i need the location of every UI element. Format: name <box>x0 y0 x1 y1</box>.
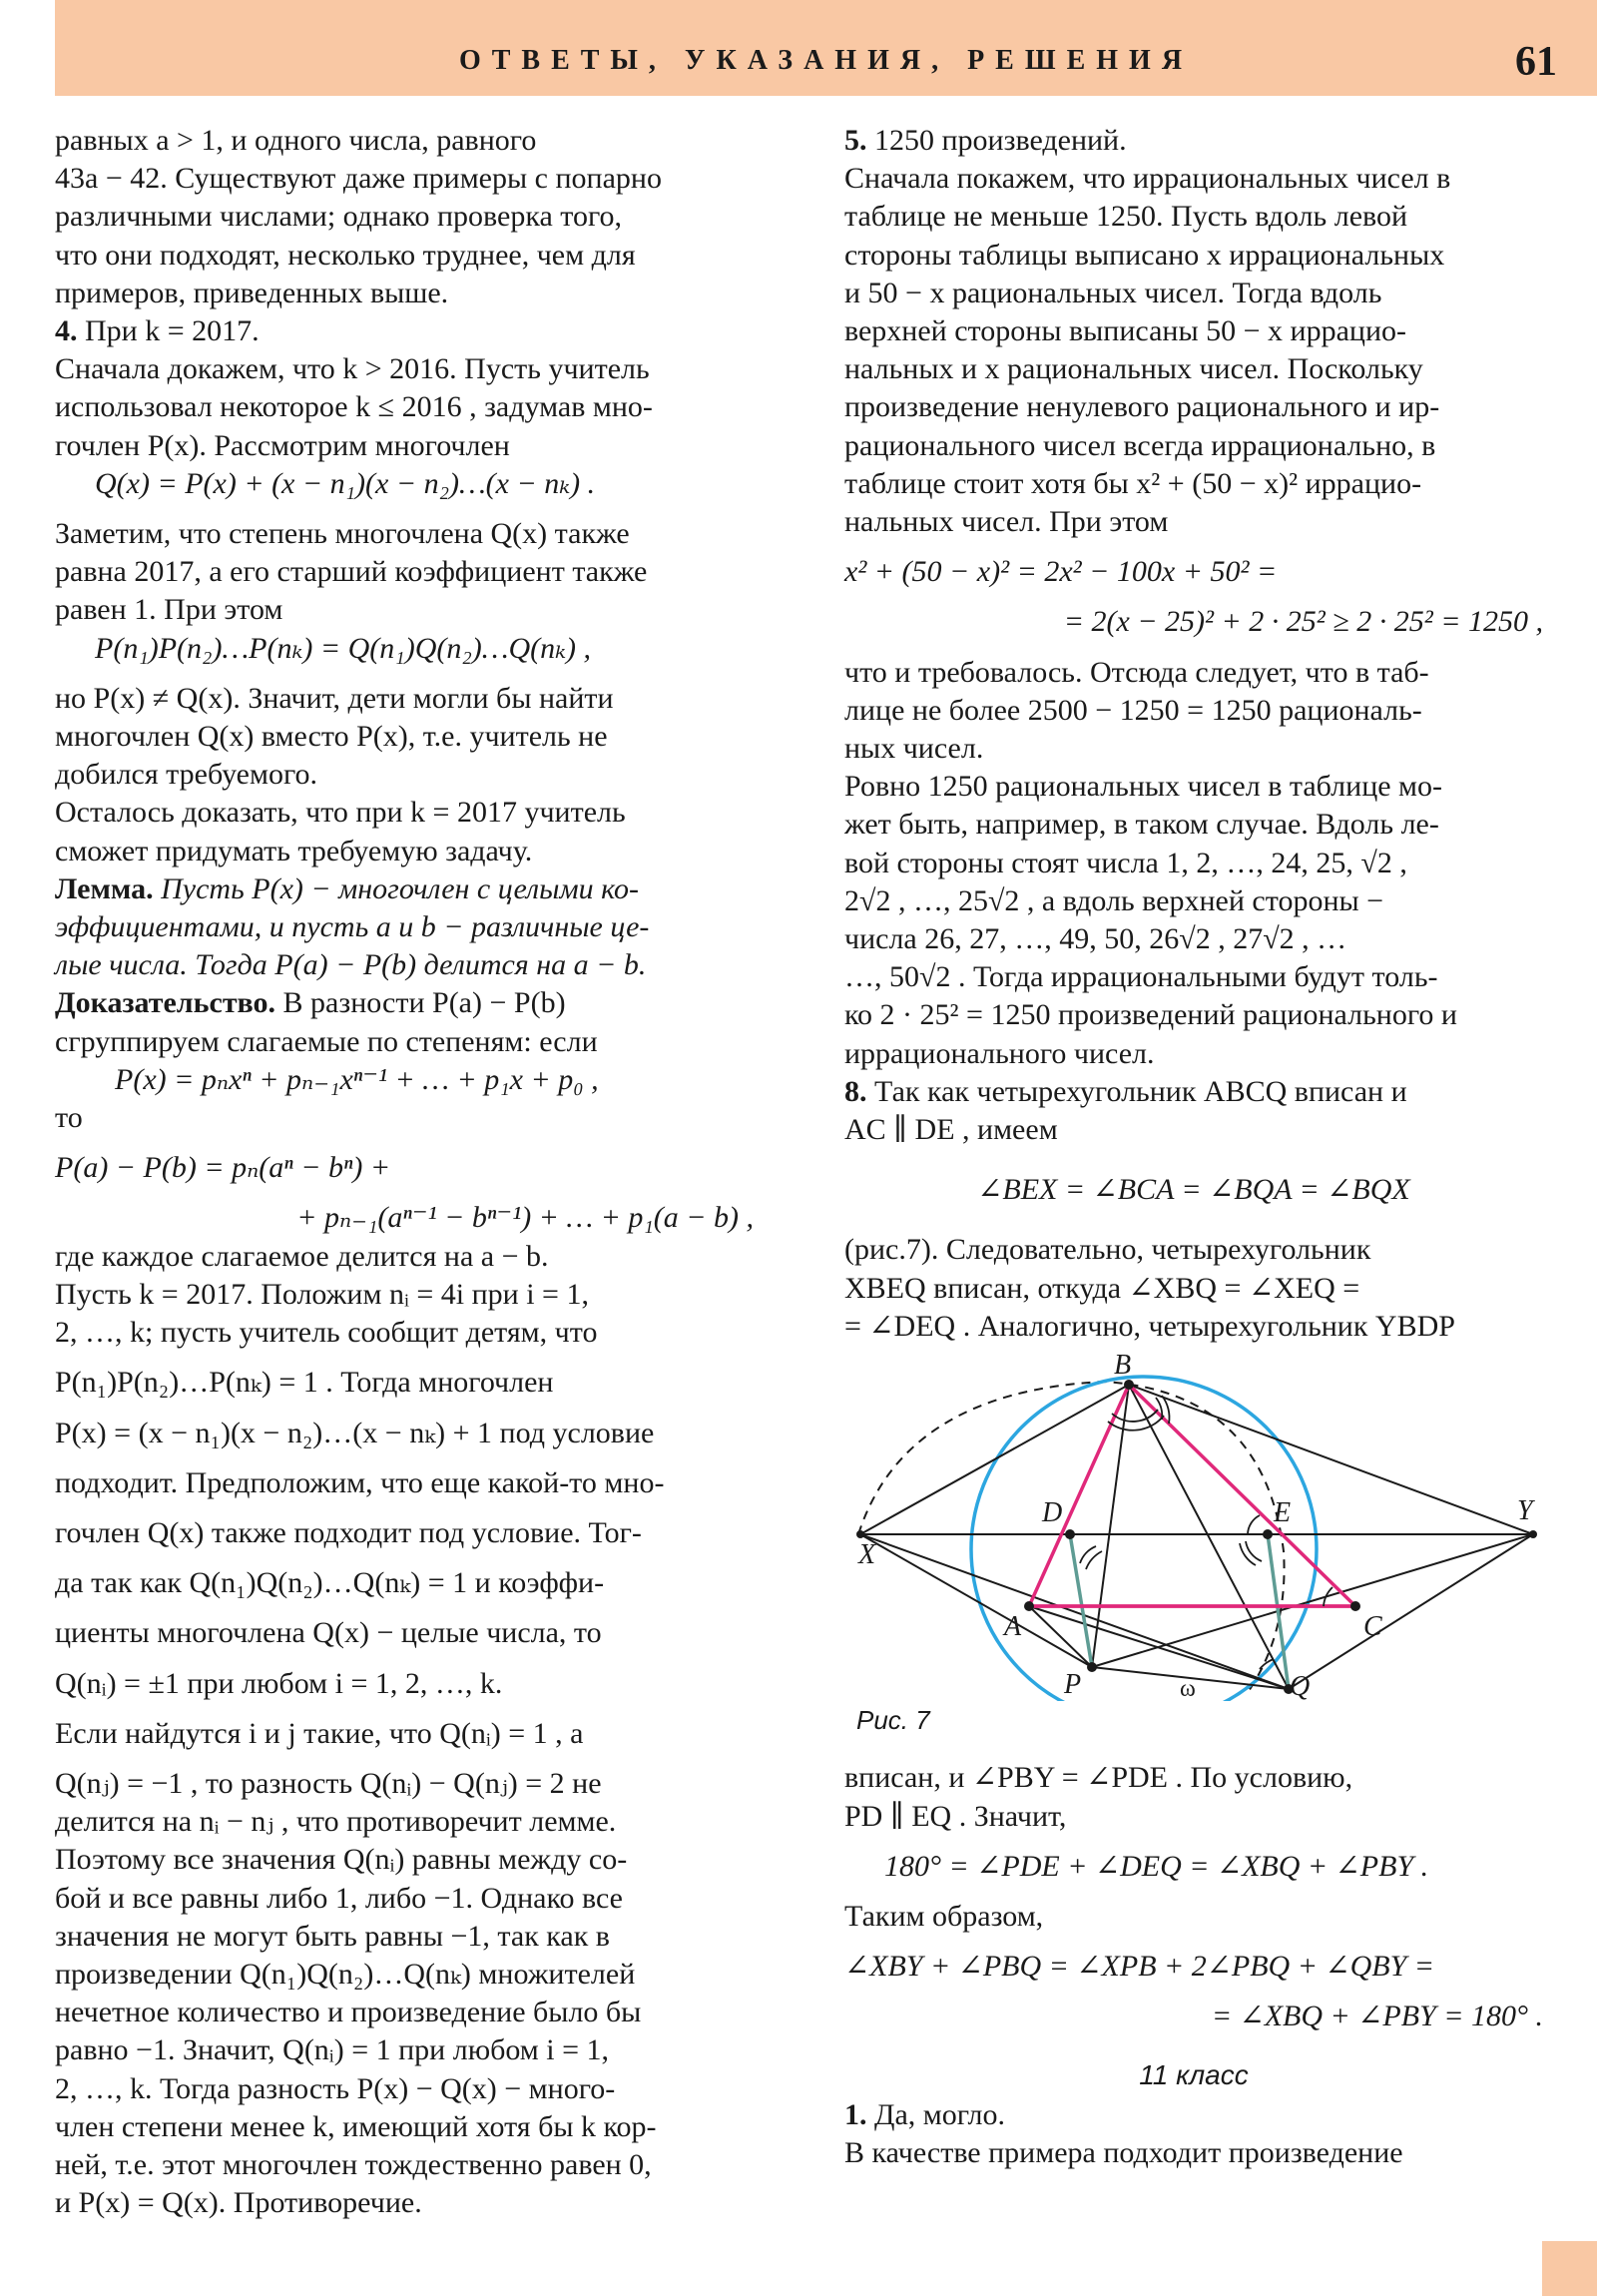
problem-answer: 1250 произведений. <box>866 124 1127 157</box>
text-line: циенты многочлена Q(x) − целые числа, то <box>55 1616 602 1650</box>
text-line: вой стороны стоят числа 1, 2, …, 24, 25, √2 , <box>844 846 1407 879</box>
text-line: произведении Q(n₁)Q(n₂)…Q(nₖ) множителей <box>55 1957 636 1991</box>
formula: x² + (50 − x)² = 2x² − 100x + 50² = <box>844 555 1278 589</box>
text-line: стороны таблицы выписано x иррациональных <box>844 238 1445 272</box>
text-line: Осталось доказать, что при k = 2017 учитель <box>55 796 626 830</box>
text-line: но P(x) ≠ Q(x). Значит, дети могли бы найти <box>55 681 614 715</box>
text-line: таблице стоит хотя бы x² + (50 − x)² иррацио- <box>844 466 1422 500</box>
text-line: P(x) = (x − n₁)(x − n₂)…(x − nₖ) + 1 под условие <box>55 1416 655 1449</box>
lemma-label: Лемма. <box>55 871 154 905</box>
text-line: член степени менее k, имеющий хотя бы k кор- <box>55 2109 657 2143</box>
proof-text: В разности P(a) − P(b) <box>275 986 566 1020</box>
formula: = ∠XBQ + ∠PBY = 180° . <box>1211 2000 1543 2033</box>
text-line: P(n₁)P(n₂)…P(nₖ) = 1 . Тогда многочлен <box>55 1366 554 1400</box>
label-q: Q <box>1290 1671 1311 1702</box>
text-line: что и требовалось. Отсюда следует, что в таб- <box>844 655 1429 689</box>
text-line: равных a > 1, и одного числа, равного <box>55 124 537 157</box>
text-line: примеров, приведенных выше. <box>55 276 449 309</box>
formula: P(n₁)P(n₂)…P(nₖ) = Q(n₁)Q(n₂)…Q(nₖ) , <box>95 631 592 665</box>
text-line: XBEQ вписан, откуда ∠XBQ = ∠XEQ = <box>844 1271 1360 1305</box>
text-line: Если найдутся i и j такие, что Q(nᵢ) = 1 , а <box>55 1716 584 1750</box>
text-line: лице не более 2500 − 1250 = 1250 рациональ- <box>844 693 1422 727</box>
text-line: Пусть k = 2017. Положим nᵢ = 4i при i = 1, <box>55 1277 589 1311</box>
problem-answer: Да, могло. <box>866 2097 1006 2131</box>
problem-4-heading <box>55 312 754 350</box>
text-line: добился требуемого. <box>55 758 318 792</box>
problem-number: 4. <box>55 314 78 348</box>
text-line: Заметим, что степень многочлена Q(x) также <box>55 517 630 551</box>
point-y <box>1529 1530 1537 1538</box>
text-line: многочлен Q(x) вместо P(x), т.е. учитель не <box>55 720 608 754</box>
formula: Q(x) = P(x) + (x − n₁)(x − n₂)…(x − nₖ) . <box>95 466 596 500</box>
text-line: подходит. Предположим, что еще какой-то мно- <box>55 1465 665 1499</box>
text-line: Сначала покажем, что иррациональных чисел в <box>844 162 1451 196</box>
text-line: значения не могут быть равны −1, так как в <box>55 1919 610 1953</box>
text-line: нальных чисел. При этом <box>844 505 1169 539</box>
text-line: (рис.7). Следовательно, четырехугольник <box>844 1233 1371 1267</box>
text-line: равен 1. При этом <box>55 593 283 627</box>
label-p: P <box>1064 1669 1082 1701</box>
text-line: = ∠DEQ . Аналогично, четырехугольник YBDP <box>844 1309 1455 1343</box>
label-y: Y <box>1517 1495 1533 1527</box>
text-line: иррационального чисел. <box>844 1036 1155 1070</box>
right-column <box>844 122 1543 2172</box>
text-line: сможет придумать требуемую задачу. <box>55 834 533 867</box>
problem-answer: При k = 2017. <box>77 314 260 348</box>
page-number: 61 <box>1515 39 1557 85</box>
text-line: нечетное количество и произведение было бы <box>55 1996 642 2029</box>
text-line: и 50 − x рациональных чисел. Тогда вдоль <box>844 276 1382 309</box>
text-line: да так как Q(n₁)Q(n₂)…Q(nₖ) = 1 и коэффи- <box>55 1566 605 1600</box>
text-line: то <box>55 1101 83 1135</box>
formula: + pₙ₋₁(aⁿ⁻¹ − bⁿ⁻¹) + … + p₁(a − b) , <box>296 1201 754 1235</box>
problem-text: Так как четырехугольник ABCQ вписан и <box>866 1074 1407 1108</box>
angle-mark-d <box>1080 1546 1096 1563</box>
problem-8-heading <box>844 1073 1543 1111</box>
point-c <box>1350 1601 1360 1611</box>
label-omega: ω <box>1180 1676 1196 1702</box>
text-line: где каждое слагаемое делится на a − b. <box>55 1239 549 1273</box>
problem-number: 5. <box>844 124 867 157</box>
text-line: Таким образом, <box>844 1899 1044 1933</box>
text-line: гочлен Q(x) также подходит под условие. Тог- <box>55 1515 642 1549</box>
text-line: Сначала докажем, что k > 2016. Пусть учитель <box>55 352 650 386</box>
text-line: PD ∥ EQ . Значит, <box>844 1799 1067 1833</box>
text-line: делится на nᵢ − nⱼ , что противоречит лемме. <box>55 1805 617 1839</box>
proof <box>55 984 754 1022</box>
text-line: AC ∥ DE , имеем <box>844 1113 1058 1147</box>
point-p <box>1087 1662 1097 1672</box>
text-line: 2, …, k; пусть учитель сообщит детям, что <box>55 1316 598 1350</box>
label-a: A <box>1004 1611 1022 1643</box>
lemma-text: лые числа. Тогда P(a) − P(b) делится на a − b. <box>55 948 647 982</box>
label-d: D <box>1042 1497 1063 1529</box>
text-line: сгруппируем слагаемые по степеням: если <box>55 1024 598 1058</box>
text-line: использовал некоторое k ≤ 2016 , задумав мно- <box>55 390 653 424</box>
text-line: 2, …, k. Тогда разность P(x) − Q(x) − много- <box>55 2071 616 2105</box>
lemma-text: эффициентами, и пусть a и b − различные це- <box>55 910 650 944</box>
figure-caption: Рис. 7 <box>856 1705 930 1736</box>
text-line: гочлен P(x). Рассмотрим многочлен <box>55 428 510 462</box>
problem-number: 8. <box>844 1074 867 1108</box>
label-c: C <box>1363 1611 1382 1643</box>
text-line: В качестве примера подходит произведение <box>844 2135 1403 2169</box>
point-b <box>1124 1380 1134 1390</box>
segment-xp <box>860 1534 1092 1667</box>
text-line: Поэтому все значения Q(nᵢ) равны между со- <box>55 1843 628 1877</box>
text-line: вписан, и ∠PBY = ∠PDE . По условию, <box>844 1761 1353 1795</box>
text-line: что они подходят, несколько труднее, чем для <box>55 238 636 272</box>
text-line: ко 2 · 25² = 1250 произведений рационального и <box>844 998 1457 1032</box>
text-line: числа 26, 27, …, 49, 50, 26√2 , 27√2 , … <box>844 922 1347 956</box>
text-line: произведение ненулевого рационального и ир- <box>844 390 1440 424</box>
text-line: Ровно 1250 рациональных чисел в таблице мо- <box>844 770 1443 804</box>
text-line: равно −1. Значит, Q(nᵢ) = 1 при любом i = 1, <box>55 2033 610 2067</box>
text-line: Q(nᵢ) = ±1 при любом i = 1, 2, …, k. <box>55 1666 503 1700</box>
running-header: ОТВЕТЫ, УКАЗАНИЯ, РЕШЕНИЯ <box>458 45 1194 76</box>
problem-5-heading <box>844 122 1543 160</box>
formula: ∠BEX = ∠BCA = ∠BQA = ∠BQX <box>977 1173 1410 1207</box>
formula: = 2(x − 25)² + 2 · 25² ≥ 2 · 25² = 1250 , <box>1063 605 1543 639</box>
header-band <box>55 0 1597 96</box>
left-column <box>55 122 754 2222</box>
lemma-text: Пусть P(x) − многочлен с целыми ко- <box>153 871 639 905</box>
text-line: различными числами; однако проверка того, <box>55 200 623 234</box>
text-line: жет быть, например, в таком случае. Вдоль ле- <box>844 808 1439 842</box>
text-line: равна 2017, а его старший коэффициент также <box>55 555 648 589</box>
point-x <box>856 1530 864 1538</box>
text-line: 43a − 42. Существуют даже примеры с попарно <box>55 162 662 196</box>
text-line: и P(x) = Q(x). Противоречие. <box>55 2186 422 2220</box>
text-line: бой и все равны либо 1, либо −1. Однако все <box>55 1881 623 1915</box>
point-e <box>1263 1529 1273 1539</box>
text-line: ней, т.е. этот многочлен тождественно равен 0, <box>55 2147 652 2181</box>
label-x: X <box>858 1539 876 1571</box>
label-e: E <box>1274 1497 1292 1529</box>
text-line: таблице не меньше 1250. Пусть вдоль левой <box>844 200 1408 234</box>
text-line: нальных и x рациональных чисел. Поскольку <box>844 352 1423 386</box>
angle-mark-d <box>1086 1551 1102 1569</box>
angle-mark-e <box>1246 1541 1262 1561</box>
label-b: B <box>1114 1352 1132 1382</box>
text-line: рационального чисел всегда иррационально, в <box>844 428 1436 462</box>
geometry-figure <box>844 1352 1543 1701</box>
text-line: верхней стороны выписаны 50 − x иррацио- <box>844 314 1406 348</box>
text-line: 2√2 , …, 25√2 , а вдоль верхней стороны − <box>844 883 1384 917</box>
segment-by <box>1129 1385 1533 1534</box>
point-d <box>1065 1529 1075 1539</box>
segment-qy <box>1289 1534 1533 1689</box>
text-line: ных чисел. <box>844 732 984 766</box>
lemma <box>55 870 754 908</box>
formula: P(a) − P(b) = pₙ(aⁿ − bⁿ) + <box>55 1151 391 1185</box>
formula: P(x) = pₙxⁿ + pₙ₋₁xⁿ⁻¹ + … + p₁x + p₀ , <box>115 1062 599 1096</box>
text-line: …, 50√2 . Тогда иррациональными будут толь- <box>844 960 1438 994</box>
formula: ∠XBY + ∠PBQ = ∠XPB + 2∠PBQ + ∠QBY = <box>844 1950 1435 1984</box>
corner-tab <box>1542 2241 1597 2296</box>
segment-pd <box>1070 1534 1092 1667</box>
proof-label: Доказательство. <box>55 986 276 1020</box>
text-line: Q(nⱼ) = −1 , то разность Q(nᵢ) − Q(nⱼ) = 2 не <box>55 1766 602 1800</box>
angle-mark-b <box>1112 1410 1158 1422</box>
angle-mark-e <box>1248 1515 1260 1534</box>
problem-number: 1. <box>844 2097 867 2131</box>
formula: 180° = ∠PDE + ∠DEQ = ∠XBQ + ∠PBY . <box>884 1849 1429 1883</box>
point-a <box>1024 1601 1034 1611</box>
problem-1-heading <box>844 2096 1543 2134</box>
section-heading: 11 класс <box>1139 2058 1249 2090</box>
